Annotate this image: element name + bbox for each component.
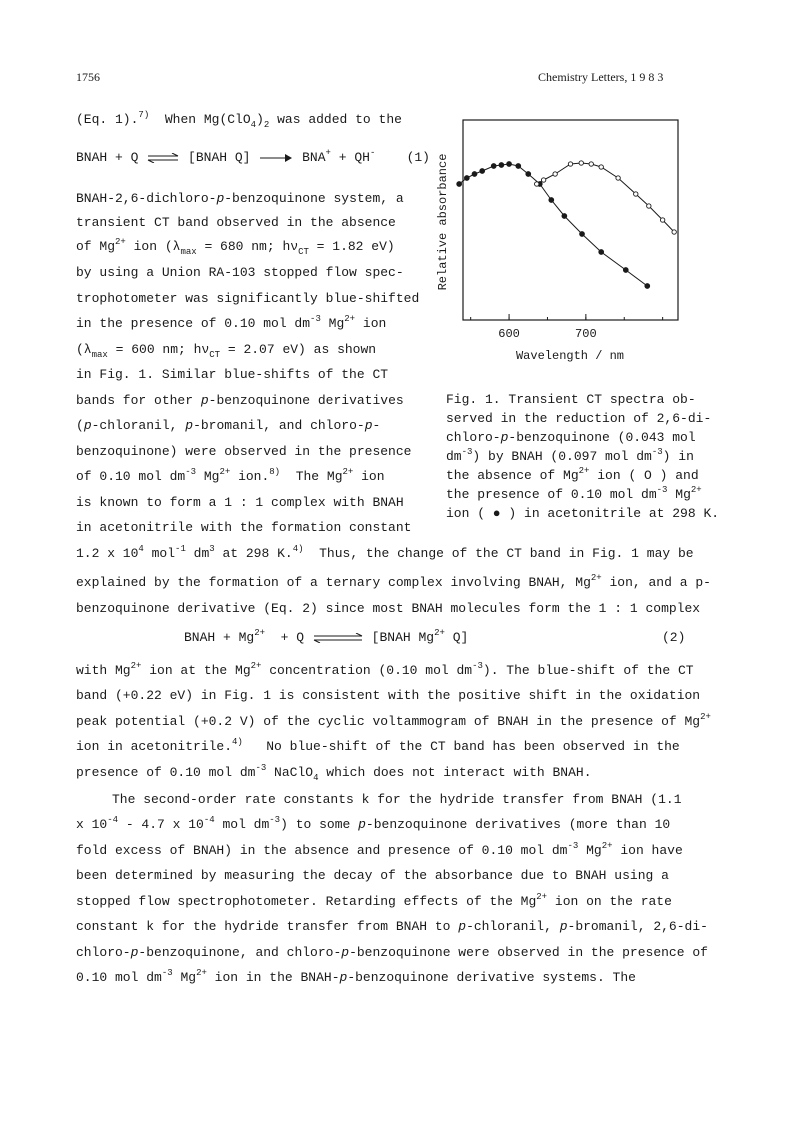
text-line: ion in acetonitrile.$^{4)}$ No blue-shift of the CT band has been observed in the	[76, 737, 680, 754]
figure-caption: Fig. 1. Transient CT spectra ob- served in the reduction of 2,6-di- chloro-p-benzoquinone (0.043 mol $dm^{-3}$) by BNAH (0.097 mol $dm^{-3}$) in the absence of $Mg^{2+}$ ion ( O ) and the presence of 0.10 mol $dm^{-3}$ $Mg^{2+}$ ion ( ● ) in acetonitrile at 298 K.	[446, 392, 720, 521]
text-line: by using a Union RA-103 stopped flow spec-	[76, 265, 404, 280]
text-line: (Eq. 1).$^{7)}$ When $Mg(ClO_4)_2$ was added to the	[76, 110, 402, 130]
open-point	[672, 230, 676, 234]
text-line: bands for other p-benzoquinone derivatives	[76, 393, 404, 408]
text-line: peak potential (+0.2 V) of the cyclic voltammogram of BNAH in the presence of $Mg^{2+}$	[76, 712, 711, 729]
open-point	[579, 161, 583, 165]
filled-point	[623, 268, 628, 273]
text-line: stopped flow spectrophotometer. Retarding effects of the $Mg^{2+}$ ion on the rate	[76, 892, 672, 909]
text-line: in the presence of 0.10 mol $dm^{-3}$ $Mg^{2+}$ ion	[76, 314, 387, 331]
equation-1: BNAH + Q [BNAH Q] BNA+ + QH- (1)	[76, 148, 430, 165]
text-line: (p-chloranil, p-bromanil, and chloro-p-	[76, 418, 381, 433]
text-line: trophotometer was significantly blue-shifted	[76, 291, 420, 306]
text-line: of 0.10 mol $dm^{-3}$ $Mg^{2+}$ ion.$^{8)}$ The $Mg^{2+}$ ion	[76, 467, 385, 484]
text-line: benzoquinone derivative (Eq. 2) since most BNAH molecules form the 1 : 1 complex	[76, 601, 701, 616]
x-tick-label: 700	[575, 327, 597, 341]
open-point	[634, 192, 638, 196]
figure-1-chart	[430, 110, 700, 370]
filled-point	[599, 250, 604, 255]
open-point	[589, 162, 593, 166]
text-line: fold excess of BNAH) in the absence and presence of 0.10 mol $dm^{-3}$ $Mg^{2+}$ ion have	[76, 841, 683, 858]
text-line: in Fig. 1. Similar blue-shifts of the CT	[76, 367, 389, 382]
open-point	[616, 176, 620, 180]
open-point	[553, 172, 557, 176]
text-line: is known to form a 1 : 1 complex with BNAH	[76, 495, 404, 510]
filled-point	[516, 164, 521, 169]
filled-point	[464, 176, 469, 181]
filled-point	[491, 164, 496, 169]
text-line: in acetonitrile with the formation constant	[76, 520, 412, 535]
filled-point	[580, 232, 585, 237]
mg-present-curve	[459, 164, 647, 286]
journal-header: Chemistry Letters, 1 9 8 3	[538, 70, 664, 84]
equation-2: BNAH + $Mg^{2+} + Q$ [BNAH $Mg^{2+}$ Q]	[184, 628, 469, 645]
reaction-arrow-icon	[258, 153, 294, 163]
equilibrium-arrow-icon	[312, 633, 364, 643]
x-tick-label: 600	[498, 327, 520, 341]
filled-point	[645, 284, 650, 289]
text-line: of $Mg^{2+}$ ion ($\lambda_{max} = 680$ nm; $h\nu_{CT} = 1.82$ eV)	[76, 237, 395, 257]
filled-point	[507, 162, 512, 167]
text-line: 1.2 x $10^4$ mol$^{-1}$ $dm^3$ at 298 K.$^{4)}$ Thus, the change of the CT band in Fig. 1 may be	[76, 544, 694, 561]
filled-point	[526, 172, 531, 177]
plot-frame	[463, 120, 678, 320]
text-line: ($\lambda_{max} = 600$ nm; $h\nu_{CT} = 2.07$ eV) as shown	[76, 342, 377, 360]
text-line: chloro-p-benzoquinone, and chloro-p-benzoquinone were observed in the presence of	[76, 945, 708, 960]
open-point	[599, 165, 603, 169]
filled-point	[499, 163, 504, 168]
text-line: with $Mg^{2+}$ ion at the $Mg^{2+}$ concentration (0.10 mol $dm^{-3}$). The blue-shift of the CT	[76, 661, 694, 678]
open-point	[660, 218, 664, 222]
text-line: x $10^{-4} - 4.7$ x $10^{-4}$ mol $dm^{-3}$) to some p-benzoquinone derivatives (more than 10	[76, 815, 671, 832]
text-line: explained by the formation of a ternary complex involving BNAH, $Mg^{2+}$ ion, and a p-	[76, 573, 711, 590]
equilibrium-arrow-icon	[146, 153, 180, 163]
text-line: transient CT band observed in the absence	[76, 215, 396, 230]
text-line: constant k for the hydride transfer from BNAH to p-chloranil, p-bromanil, 2,6-di-	[76, 919, 708, 934]
open-point	[568, 162, 572, 166]
filled-point	[472, 172, 477, 177]
open-point	[647, 204, 651, 208]
equation-2-number: (2)	[662, 630, 686, 645]
text-line: band (+0.22 eV) in Fig. 1 is consistent with the positive shift in the oxidation	[76, 688, 701, 703]
data-marks	[457, 161, 677, 289]
text-line: presence of 0.10 mol $dm^{-3}$ NaClO$_4$ which does not interact with BNAH.	[76, 763, 592, 783]
text-line: benzoquinone) were observed in the presence	[76, 444, 412, 459]
open-point	[541, 178, 545, 182]
x-axis-label: Wavelength / nm	[515, 349, 625, 363]
open-point	[535, 182, 539, 186]
page-number: 1756	[76, 70, 100, 84]
text-line: BNAH-2,6-dichloro-p-benzoquinone system, a	[76, 191, 404, 206]
filled-point	[562, 214, 567, 219]
text-line: 0.10 mol $dm^{-3}$ $Mg^{2+}$ ion in the BNAH-p-benzoquinone derivative systems. The	[76, 968, 636, 985]
text-line: The second-order rate constants k for the hydride transfer from BNAH (1.1	[112, 792, 682, 807]
filled-point	[457, 182, 462, 187]
y-axis-label: Relative absorbance	[436, 153, 450, 291]
filled-point	[480, 169, 485, 174]
x-axis-ticks	[471, 314, 663, 341]
filled-point	[549, 198, 554, 203]
text-line: been determined by measuring the decay of the absorbance due to BNAH using a	[76, 868, 669, 883]
